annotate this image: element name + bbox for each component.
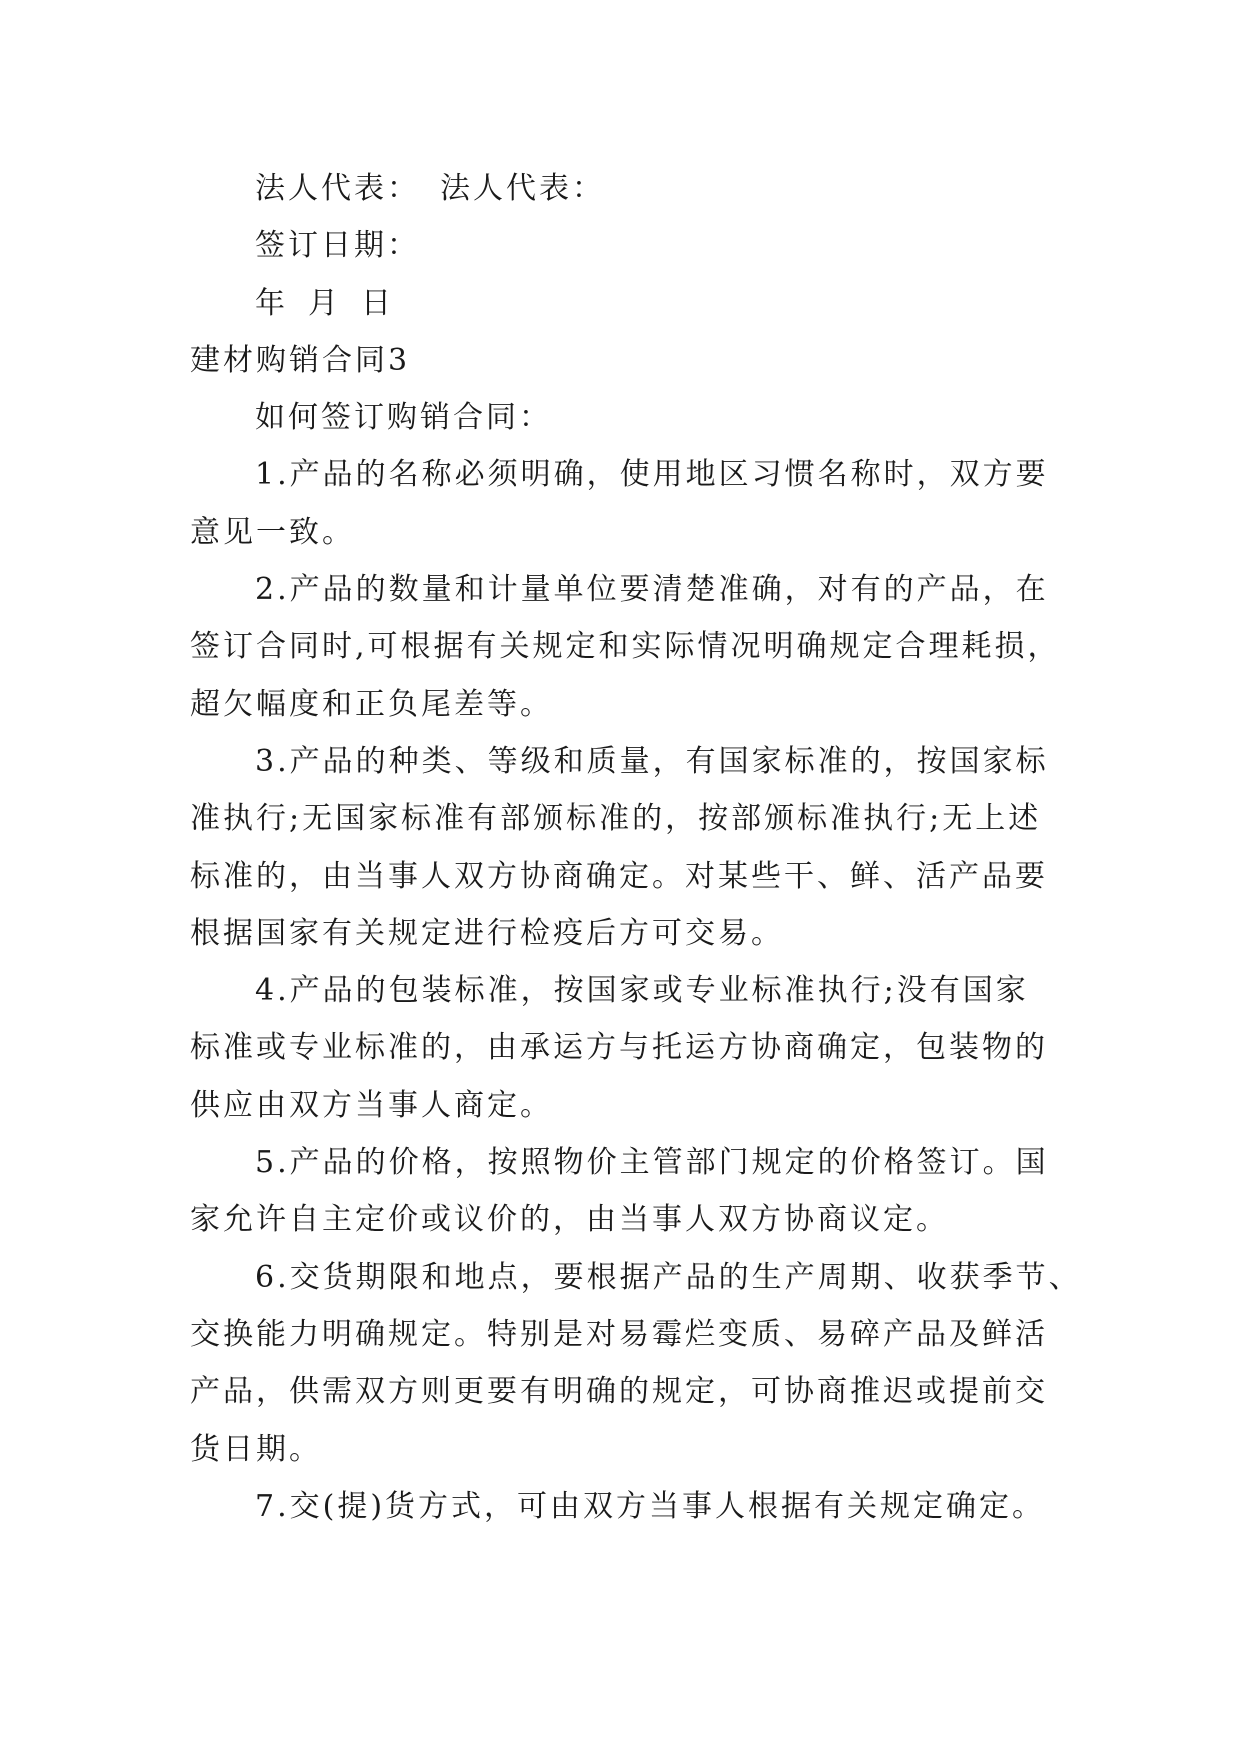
clause-line: 意见一致。 [190, 514, 355, 550]
clause-item-5 [190, 1134, 1070, 1249]
clause-item-2 [190, 561, 1070, 733]
section-heading: 建材购销合同3 [190, 342, 411, 378]
clause-line: 标准或专业标准的，由承运方与托运方协商确定，包装物的 [190, 1030, 1048, 1066]
clause-line: 5.产品的价格，按照物价主管部门规定的价格签订。国 [255, 1145, 1049, 1181]
rep-label-party-b: 法人代表： [440, 171, 605, 206]
date-year: 年 [255, 285, 288, 321]
clause-line: 7.交(提)货方式，可由双方当事人根据有关规定确定。 [255, 1488, 1046, 1524]
signing-date-row [190, 275, 1070, 332]
clause-item-7 [190, 1478, 1070, 1535]
clause-item-1 [190, 446, 1070, 561]
date-month: 月 [308, 285, 341, 321]
section-intro: 如何签订购销合同： [255, 400, 552, 436]
clause-item-3 [190, 733, 1070, 962]
clause-line: 准执行;无国家标准有部颁标准的，按部颁标准执行;无上述 [190, 801, 1042, 837]
clause-line: 家允许自主定价或议价的，由当事人双方协商议定。 [190, 1202, 949, 1238]
clause-line: 4.产品的包装标准，按国家或专业标准执行;没有国家 [255, 973, 1029, 1009]
clause-item-6 [190, 1249, 1082, 1478]
clause-line: 2.产品的数量和计量单位要清楚准确，对有的产品，在 [255, 572, 1049, 608]
document-body [190, 160, 1082, 1535]
signature-rep-row [190, 160, 1070, 217]
rep-label-party-a: 法人代表： [255, 171, 420, 206]
clause-line: 根据国家有关规定进行检疫后方可交易。 [190, 915, 784, 951]
clause-line: 6.交货期限和地点，要根据产品的生产周期、收获季节、 [255, 1259, 1082, 1295]
clause-line: 1.产品的名称必须明确，使用地区习惯名称时，双方要 [255, 457, 1049, 493]
signing-date-label: 签订日期： [255, 228, 420, 264]
clause-line: 供应由双方当事人商定。 [190, 1087, 553, 1123]
clause-line: 超欠幅度和正负尾差等。 [190, 686, 553, 722]
clause-line: 交换能力明确规定。特别是对易霉烂变质、易碎产品及鲜活 [190, 1316, 1048, 1352]
clause-line: 3.产品的种类、等级和质量，有国家标准的，按国家标 [255, 743, 1049, 779]
date-day: 日 [361, 285, 394, 321]
clause-line: 标准的，由当事人双方协商确定。对某些干、鲜、活产品要 [190, 858, 1048, 894]
clause-item-4 [190, 962, 1070, 1134]
clause-line: 签订合同时,可根据有关规定和实际情况明确规定合理耗损， [190, 629, 1061, 665]
clause-line: 产品，供需双方则更要有明确的规定，可协商推迟或提前交 [190, 1374, 1048, 1410]
clause-line: 货日期。 [190, 1431, 322, 1467]
